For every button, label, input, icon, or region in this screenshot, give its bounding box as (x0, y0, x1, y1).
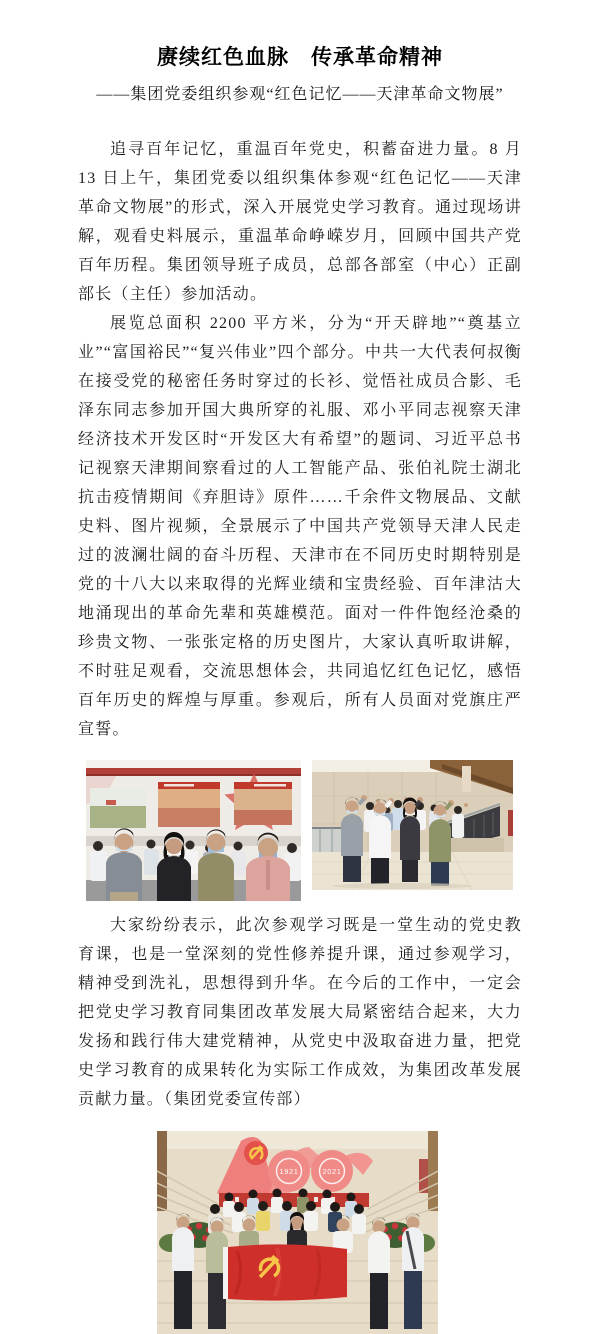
paragraph-2: 展览总面积 2200 平方米，分为“开天辟地”“奠基立业”“富国裕民”“复兴伟业”四个部分。中共一大代表何叔衡在接受党的秘密任务时穿过的长衫、觉悟社成员合影、毛泽东同志参加开国大典所穿的礼服、邓小平同志视察天津经济技术开发区时“开发区大有希望”的题词、习近平总书记视察天津期间察看过的人工智能产品、张伯礼院士湖北抗击疫情期间《弃胆诗》原件……千余件文物展品、文献史料、图片视频，全景展示了中国共产党领导天津人民走过的波澜壮阔的奋斗历程、天津市在不同历史时期特别是党的十八大以来取得的光辉业绩和宝贵经验、百年津沽大地涌现出的革命先辈和英雄模范。面对一件件饱经沧桑的珍贵文物、一张张定格的历史图片，大家认真听取讲解，不时驻足观看，交流思想体会，共同追忆红色记忆，感悟百年历史的辉煌与厚重。参观后，所有人员面对党旗庄严宣誓。 (78, 315, 522, 738)
red-wall-accent (508, 810, 513, 836)
exhibit-picture-frames (90, 782, 292, 828)
party-flag (223, 1244, 347, 1300)
article-body (78, 135, 522, 744)
exhibition-scene (86, 760, 301, 901)
photo-group-centenary (157, 1131, 522, 1334)
paragraph-1: 追寻百年记忆，重温百年党史，积蓄奋进力量。8 月 13 日上午，集团党委以组织集体参观“红色记忆——天津革命文物展”的形式，深入开展党史学习教育。通过现场讲解，观看史料展示，重温革命峥嵘岁月，回顾中国共产党百年历程。集团领导班子成员，总部各部室（中心）正副部长（主任）参加活动。 (78, 141, 522, 303)
page-subtitle: ——集团党委组织参观“红色记忆——天津革命文物展” (96, 86, 504, 103)
party-emblem-icon (244, 1141, 268, 1165)
group-photo-scene (157, 1131, 438, 1334)
paragraph-3: 大家纷纷表示，此次参观学习既是一堂生动的党史教育课，也是一堂深刻的党性修养提升课，通过参观学习，精神受到洗礼，思想得到升华。在今后的工作中，一定会把党史学习教育同集团改革发展大局紧密结合起来，大力发扬和践行伟大建党精神，从党史中汲取奋进力量，把党史学习教育的成果转化为实际工作成效，为集团改革发展贡献力量。（集团党委宣传部） (78, 917, 522, 1108)
photo-exhibition-visit (86, 760, 301, 901)
page-title: 赓续红色血脉 传承革命精神 (157, 45, 443, 69)
photo-oath-ceremony (312, 760, 513, 901)
year-2021: 2021 (322, 1167, 342, 1176)
article-body-continued (78, 911, 522, 1114)
oath-scene (312, 760, 513, 890)
photo-row (86, 760, 522, 901)
year-1921: 1921 (279, 1167, 299, 1176)
